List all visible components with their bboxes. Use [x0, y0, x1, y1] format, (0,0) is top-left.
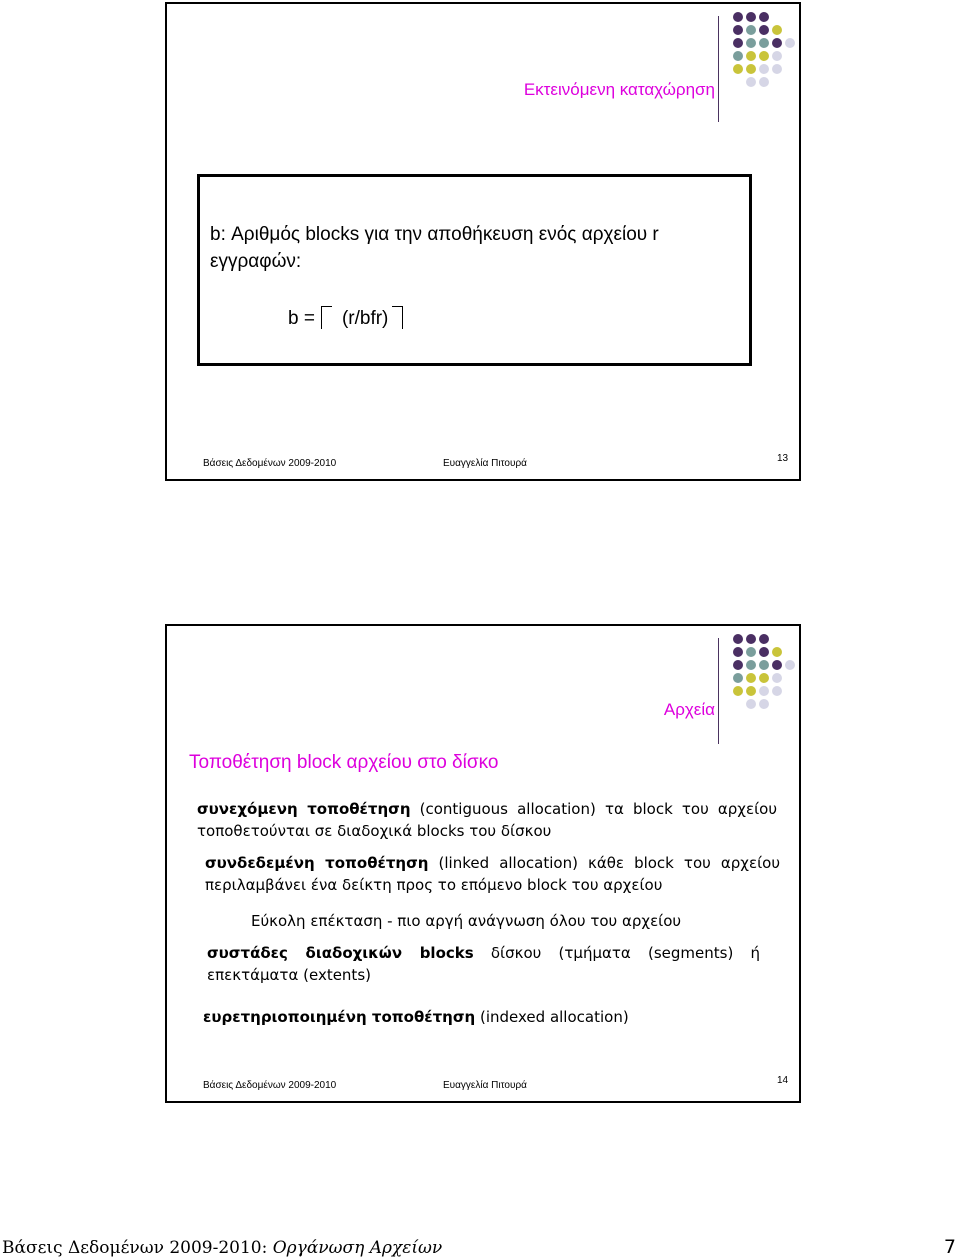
text-linked: (linked allocation) κάθε block του αρχείου περιλαμβάνει ένα δείκτη προς το επόμενο block του αρχείου [205, 854, 780, 894]
decorative-dot [759, 634, 769, 644]
footer-author: Ευαγγελία Πιτουρά [443, 458, 527, 469]
decorative-dot-grid [733, 12, 798, 90]
decorative-dot [733, 51, 743, 61]
decorative-dot [785, 660, 795, 670]
decorative-dot [733, 660, 743, 670]
decorative-dot [759, 51, 769, 61]
decorative-dot [785, 673, 795, 683]
decorative-dot [733, 673, 743, 683]
decorative-dot [772, 673, 782, 683]
decorative-dot [772, 64, 782, 74]
decorative-dot [759, 12, 769, 22]
decorative-dot [733, 634, 743, 644]
term-linked: συνδεδεμένη τοποθέτηση [205, 854, 429, 872]
text-contiguous: (contiguous allocation) τα block του αρχείου τοποθετούνται σε διαδοχικά blocks του δίσκου [197, 800, 777, 840]
ceiling-left-bracket [321, 306, 332, 329]
paragraph-linked [205, 852, 780, 896]
decorative-dot [759, 686, 769, 696]
decorative-dot [772, 51, 782, 61]
decorative-dot [733, 77, 743, 87]
slide-13 [165, 2, 801, 481]
decorative-dot [733, 12, 743, 22]
decorative-dot [785, 12, 795, 22]
paragraph-indexed [203, 1006, 783, 1028]
formula-inner: (r/bfr) [341, 308, 389, 329]
slide-14 [165, 624, 801, 1103]
decorative-dot [785, 64, 795, 74]
decorative-dot [785, 25, 795, 35]
page-footer-title [2, 1238, 442, 1258]
decorative-dot [785, 634, 795, 644]
decorative-dot [733, 38, 743, 48]
decorative-dot [733, 64, 743, 74]
footer-course: Βάσεις Δεδομένων 2009-2010 [203, 1080, 337, 1091]
decorative-dot [746, 673, 756, 683]
decorative-dot [746, 647, 756, 657]
decorative-dot [746, 699, 756, 709]
paragraph-clusters [207, 942, 760, 986]
decorative-dot [772, 77, 782, 87]
decorative-dot [772, 699, 782, 709]
decorative-dot [733, 647, 743, 657]
box-text: b: Αριθμός blocks για την αποθήκευση ενός αρχείου r εγγραφών: [210, 224, 659, 272]
decorative-dot [772, 660, 782, 670]
decorative-dot [759, 77, 769, 87]
decorative-dot [759, 673, 769, 683]
slide-title: Εκτεινόμενη καταχώρηση [523, 80, 715, 99]
decorative-dot [759, 25, 769, 35]
decorative-dot [785, 686, 795, 696]
page-footer-chapter: Οργάνωση Αρχείων [267, 1238, 443, 1258]
paragraph-contiguous [197, 798, 777, 842]
decorative-dot [733, 699, 743, 709]
decorative-dot [759, 699, 769, 709]
decorative-dot [772, 38, 782, 48]
decorative-dot-grid [733, 634, 798, 712]
slide-page-number: 14 [777, 1075, 789, 1086]
term-clusters: συστάδες διαδοχικών blocks [207, 944, 474, 962]
term-contiguous: συνεχόμενη τοποθέτηση [197, 800, 411, 818]
decorative-dot [733, 25, 743, 35]
slide-page-number: 13 [777, 453, 789, 464]
decorative-dot [746, 12, 756, 22]
decorative-dot [785, 699, 795, 709]
decorative-dot [759, 38, 769, 48]
paragraph-extension: Εύκολη επέκταση - πιο αργή ανάγνωση όλου του αρχείου [251, 912, 682, 930]
decorative-dot [785, 38, 795, 48]
decorative-dot [759, 647, 769, 657]
decorative-dot [746, 64, 756, 74]
decorative-dot [759, 660, 769, 670]
decorative-dot [759, 64, 769, 74]
formula [288, 305, 403, 332]
decorative-dot [746, 660, 756, 670]
decorative-dot [785, 647, 795, 657]
decorative-dot [772, 686, 782, 696]
text-indexed: (indexed allocation) [475, 1008, 629, 1026]
decorative-dot [733, 686, 743, 696]
decorative-dot [772, 25, 782, 35]
text-clusters: δίσκου (τμήματα (segments) ή επεκτάματα (extents) [207, 944, 760, 984]
footer-author: Ευαγγελία Πιτουρά [443, 1080, 527, 1091]
ceiling-right-bracket [392, 306, 403, 329]
decorative-dot [746, 25, 756, 35]
decorative-dot [785, 51, 795, 61]
decorative-dot [746, 38, 756, 48]
formula-box [197, 174, 752, 366]
decorative-dot [785, 77, 795, 87]
decorative-dot [772, 634, 782, 644]
formula-left: b = [288, 308, 315, 329]
decorative-divider [718, 638, 719, 744]
decorative-dot [746, 686, 756, 696]
decorative-dot [746, 77, 756, 87]
page-footer-course: Βάσεις Δεδομένων 2009-2010: [2, 1238, 268, 1258]
page-number: 7 [943, 1236, 956, 1258]
slide-title: Αρχεία [663, 700, 715, 719]
decorative-divider [718, 16, 719, 122]
footer-course: Βάσεις Δεδομένων 2009-2010 [203, 458, 337, 469]
decorative-dot [772, 12, 782, 22]
slide-heading: Τοποθέτηση block αρχείου στο δίσκο [189, 752, 499, 773]
decorative-dot [772, 647, 782, 657]
decorative-dot [746, 51, 756, 61]
term-indexed: ευρετηριοποιημένη τοποθέτηση [203, 1008, 476, 1026]
decorative-dot [746, 634, 756, 644]
